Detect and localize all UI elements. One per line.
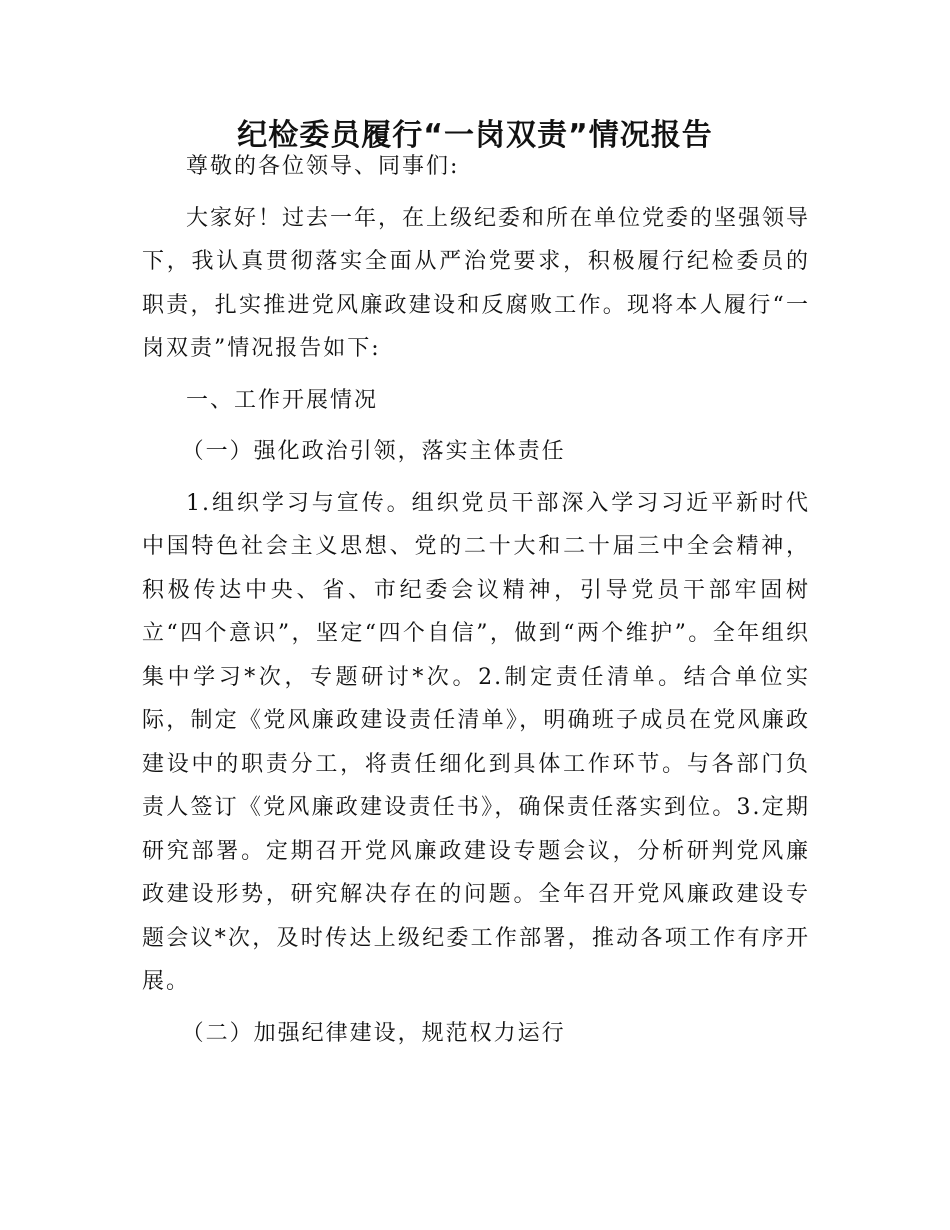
section-heading-1: 一、工作开展情况 [186,387,379,413]
subsection-heading-2: （二）加强纪律建设，规范权力运行 [181,1020,566,1046]
salutation: 尊敬的各位领导、同事们: [186,154,460,179]
document-body [142,145,810,1063]
body-paragraph-1: 1.组织学习与宣传。组织党员干部深入学习习近平新时代中国特色社会主义思想、党的二十大和二十届三中全会精神，积极传达中央、省、市纪委会议精神，引导党员干部牢固树立“四个意识”，坚定“四个自信”，做到“两个维护”。全年组织集中学习*次，专题研讨*次。2.制定责任清单。结合单位实际，制定《党风廉政建设责任清单》，明确班子成员在党风廉政建设中的职责分工，将责任细化到具体工作环节。与各部门负责人签订《党风廉政建设责任书》，确保责任落实到位。3.定期研究部署。定期召开党风廉政建设专题会议，分析研判党风廉政建设形势，研究解决存在的问题。全年召开党风廉政建设专题会议*次，及时传达上级纪委工作部署，推动各项工作有序开展。 [142,490,810,994]
document-title: 纪检委员履行“一岗双责”情况报告 [237,118,713,153]
intro-paragraph: 大家好！过去一年，在上级纪委和所在单位党委的坚强领导下，我认真贯彻落实全面从严治党要求，积极履行纪检委员的职责，扎实推进党风廉政建设和反腐败工作。现将本人履行“一岗双责”情况报告如下: [142,205,811,361]
subsection-heading-1: （一）强化政治引领，落实主体责任 [181,439,566,464]
